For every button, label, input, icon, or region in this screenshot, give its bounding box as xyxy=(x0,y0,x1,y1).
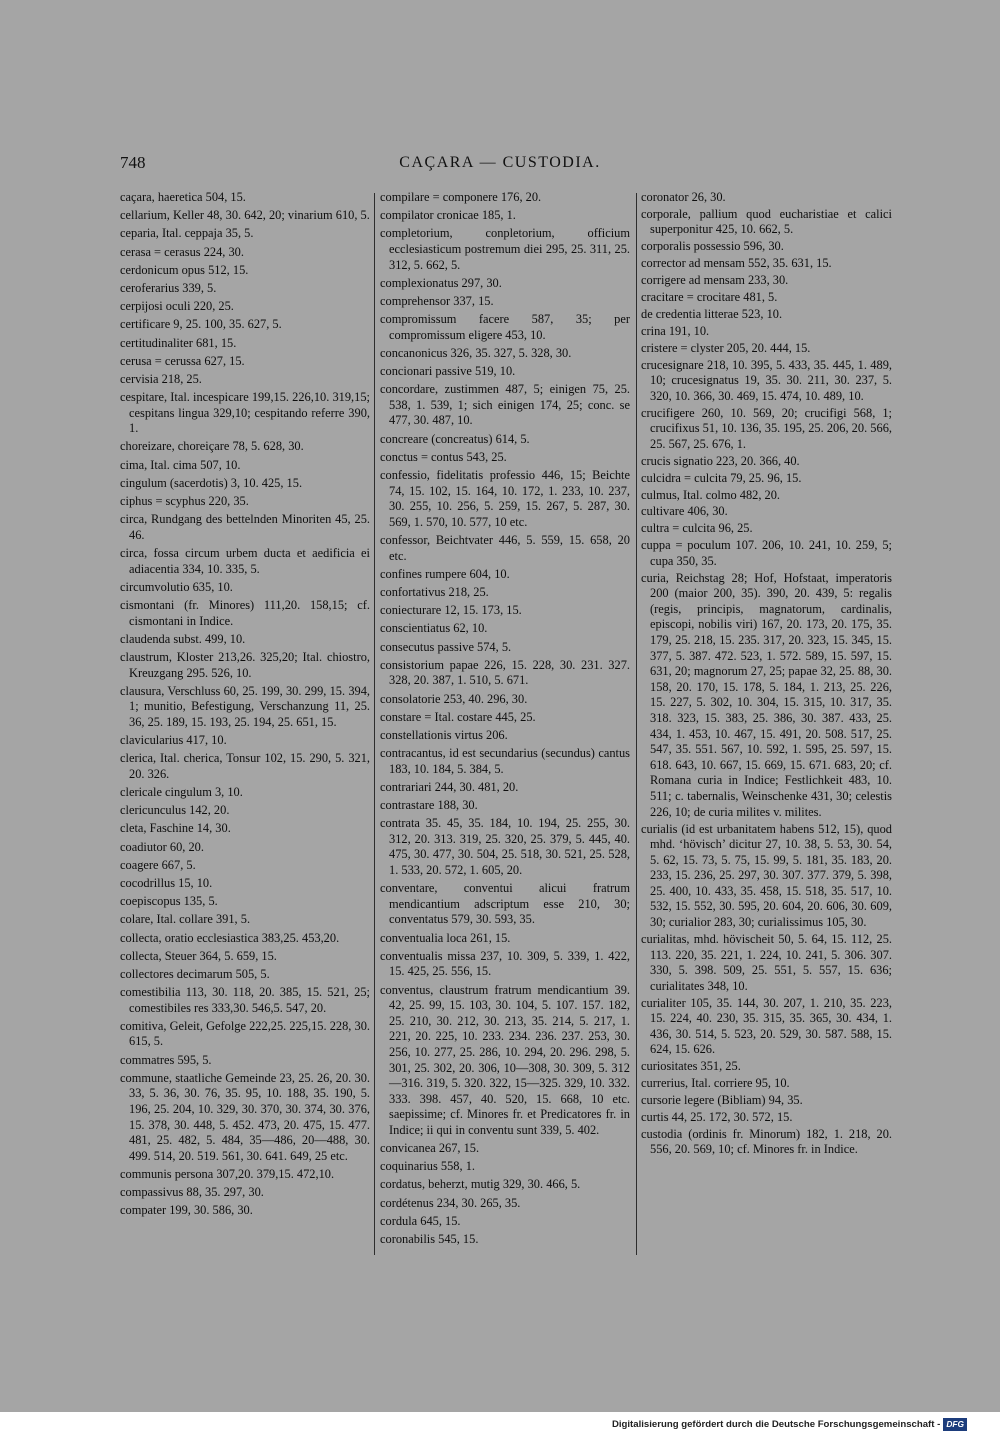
index-entry: confortativus 218, 25. xyxy=(380,584,489,599)
index-entry: collecta, oratio ecclesiastica 383,25. 453,20. xyxy=(120,930,340,945)
index-entry: constare = Ital. costare 445, 25. xyxy=(380,709,536,724)
index-entry: cocodrillus 15, 10. xyxy=(120,875,213,890)
index-entry: curialitas, mhd. hövischeit 50, 5. 64, 15. 112, 25. 113. 220, 35. 221, 1. 224, 10. 241, 5. 306. 307. 330, 5. 398. 509, 25. 551, 5. 557, 15. 636; curialitates 348, 10. xyxy=(641,931,892,993)
index-entry: ciphus = scyphus 220, 35. xyxy=(120,494,249,508)
index-entry: consolatorie 253, 40. 296, 30. xyxy=(380,691,528,706)
index-entry: crina 191, 10. xyxy=(641,323,710,338)
index-entry: consecutus passive 574, 5. xyxy=(380,639,512,654)
index-entry: contrata 35. 45, 35. 184, 10. 194, 25. 255, 30. 312, 20. 313. 319, 25. 320, 25. 379, 5. 445, 40. 475, 30. 477, 30. 504, 25. 518, 30. 521, 25. 528, 1. 533, 20. 572, 1. 605, 20. xyxy=(380,816,630,877)
index-entry: culcidra = culcita 79, 25. 96, 15. xyxy=(641,470,802,485)
index-entry: clericale cingulum 3, 10. xyxy=(120,785,243,800)
index-entry: circa, fossa circum urbem ducta et aedificia ei adiacentia 334, 10. 335, 5. xyxy=(120,545,370,576)
index-entry: cleta, Faschine 14, 30. xyxy=(120,821,231,836)
index-entry: coniecturare 12, 15. 173, 15. xyxy=(380,603,522,618)
index-entry: compilare = componere 176, 20. xyxy=(380,190,542,204)
index-entry: cracitare = crocitare 481, 5. xyxy=(641,290,778,305)
index-entry: concreare (concreatus) 614, 5. xyxy=(380,431,530,446)
index-entry: clavicularius 417, 10. xyxy=(120,733,227,748)
index-entry: choreizare, choreiçare 78, 5. 628, 30. xyxy=(120,439,304,454)
dfg-logo: DFG xyxy=(943,1418,967,1431)
index-entry: cerasa = cerasus 224, 30. xyxy=(120,244,244,259)
index-entry: curtis 44, 25. 172, 30. 572, 15. xyxy=(641,1109,793,1124)
index-entry: circumvolutio 635, 10. xyxy=(120,579,233,594)
index-entry: curia, Reichstag 28; Hof, Hofstaat, imperatoris 200 (maior 200, 35). 390, 20. 439, 5: regalis (regis, principis, magnatorum, cardinalis, episcopi, nobilis viri) 167, 20. 173, 20. 175, 35. 179, 25. 218, 15. 235. 317, 20. 323, 15. 345, 15. 377, 5. 387. 472. 523, 1. 572. 589, 15. 597, 15. 631, 20; magnorum 27, 25; papae 32, 25. 88, 30. 158, 20. 170, 15. 178, 5. 184, 1. 213, 25. 226, 15. 227, 5. 302, 10. 304, 15. 315, 10. 317, 35. 318. 323, 15. 383, 25. 386, 30. 387. 433, 25. 434, 1. 453, 10. 467, 15. 491, 20. 508. 517, 25. 547, 35. 551. 567, 10. 592, 1. 595, 25. 597, 15. 618. 643, 10. 667, 15. 669, 15. 671. 683, 20; cf. Romana curia in Indice; Festlichkeit 483, 10. 511; c. tabernalis, Weinschenke 431, 30; celestis 226, 10; de curia milites v. milites. xyxy=(641,570,892,819)
index-entry: culmus, Ital. colmo 482, 20. xyxy=(641,487,781,502)
funding-footer xyxy=(612,1418,967,1431)
running-title: CAÇARA — CUSTODIA. xyxy=(399,154,601,171)
index-entry: cismontani (fr. Minores) 111,20. 158,15; cf. cismontani in Indice. xyxy=(120,597,370,628)
index-entry: cerpijosi oculi 220, 25. xyxy=(120,299,234,314)
index-entry: contracantus, id est secundarius (secundus) cantus 183, 10. 184, 5. 384, 5. xyxy=(380,746,630,776)
index-entry: comitiva, Geleit, Gefolge 222,25. 225,15. 228, 30. 615, 5. xyxy=(120,1018,370,1049)
index-entry: cespitare, Ital. incespicare 199,15. 226,10. 319,15; cespitans lingua 329,10; cespitando referre 390, 1. xyxy=(120,390,370,436)
index-entry: commatres 595, 5. xyxy=(120,1052,212,1067)
index-entry: compilator cronicae 185, 1. xyxy=(380,208,516,223)
index-entry: cristere = clyster 205, 20. 444, 15. xyxy=(641,340,811,355)
index-entry: conscientiatus 62, 10. xyxy=(380,621,488,636)
index-entry: curialiter 105, 35. 144, 30. 207, 1. 210, 35. 223, 15. 224, 40. 230, 35. 315, 35. 365, 30. 434, 1. 436, 30. 514, 5. 523, 20. 529, 30. 587. 588, 15. 624, 15. 626. xyxy=(641,995,892,1057)
index-entry: comprehensor 337, 15. xyxy=(380,293,494,308)
index-entry: consistorium papae 226, 15. 228, 30. 231. 327. 328, 20. 387, 1. 510, 5. 671. xyxy=(380,657,630,688)
index-entry: collectores decimarum 505, 5. xyxy=(120,966,270,981)
index-entry: certitudinaliter 681, 15. xyxy=(120,335,237,350)
index-entry: coquinarius 558, 1. xyxy=(380,1159,475,1174)
index-entry: collecta, Steuer 364, 5. 659, 15. xyxy=(120,948,277,963)
index-entry: crucis signatio 223, 20. 366, 40. xyxy=(641,453,800,468)
index-entry: crucifigere 260, 10. 569, 20; crucifigi 568, 1; crucifixus 51, 10. 136, 35. 195, 25. 206, 20. 566, 25. 567, 25. 676, 1. xyxy=(641,405,892,451)
index-entry: concionari passive 519, 10. xyxy=(380,364,516,379)
page-number: 748 xyxy=(120,153,146,172)
index-entry: currerius, Ital. corriere 95, 10. xyxy=(641,1076,790,1091)
index-entry: conventualis missa 237, 10. 309, 5. 339, 1. 422, 15. 425, 25. 556, 15. xyxy=(380,948,630,979)
index-entry: circa, Rundgang des bettelnden Minoriten 45, 25. 46. xyxy=(120,512,370,542)
column-divider xyxy=(374,193,375,1255)
index-entry: cordula 645, 15. xyxy=(380,1213,461,1228)
index-column-3 xyxy=(641,190,892,1159)
index-entry: cultivare 406, 30. xyxy=(641,504,728,519)
index-entry: coadiutor 60, 20. xyxy=(120,839,204,854)
index-entry: crucesignare 218, 10. 395, 5. 433, 35. 445, 1. 489, 10; crucesignatus 19, 35. 30. 211, 30. 237, 5. 320, 10. 366, 30. 469, 15. 474, 10. 489, 10. xyxy=(641,357,892,403)
index-entry: concordare, zustimmen 487, 5; einigen 75, 25. 538, 1. 539, 1; sich einigen 174, 25; conc. se 477, 30. 487, 10. xyxy=(380,382,630,428)
index-entry: curiositates 351, 25. xyxy=(641,1059,741,1074)
index-entry: cordétenus 234, 30. 265, 35. xyxy=(380,1195,521,1210)
index-entry: ceroferarius 339, 5. xyxy=(120,280,217,295)
index-entry: corrector ad mensam 552, 35. 631, 15. xyxy=(641,256,832,271)
index-entry: coepiscopus 135, 5. xyxy=(120,894,218,909)
index-entry: cuppa = poculum 107. 206, 10. 241, 10. 259, 5; cupa 350, 35. xyxy=(641,538,892,568)
index-entry: colare, Ital. collare 391, 5. xyxy=(120,912,251,927)
index-entry: conventualia loca 261, 15. xyxy=(380,930,511,945)
index-entry: conctus = contus 543, 25. xyxy=(380,449,507,464)
index-entry: custodia (ordinis fr. Minorum) 182, 1. 218, 20. 556, 20. 569, 10; cf. Minores fr. in Indice. xyxy=(641,1126,892,1157)
index-entry: clericunculus 142, 20. xyxy=(120,803,230,818)
index-entry: corporale, pallium quod eucharistiae et calici superponitur 425, 10. 662, 5. xyxy=(641,206,892,237)
index-entry: clausura, Verschluss 60, 25. 199, 30. 299, 15. 394, 1; munitio, Befestigung, Verschanzung 11, 25. 36, 25. 189, 15. 193, 25. 194, 25. 651, 15. xyxy=(120,683,370,729)
index-entry: constellationis virtus 206. xyxy=(380,727,508,742)
index-entry: curialis (id est urbanitatem habens 512, 15), quod mhd. ‘hövisch’ dicitur 27, 10. 38, 5. 53, 30. 54, 5. 62, 15. 73, 5. 75, 15. 99, 5. 181, 35. 183, 20. 233, 15. 236, 25. 297, 30. 307. 377. 379, 5. 398, 25. 400, 10. 433, 35. 458, 15. 518, 35. 517, 10. 532, 15. 552, 30. 595, 20. 604, 20. 606, 30. 609, 30; curialior 283, 30; curialissimus 105, 30. xyxy=(641,821,892,930)
index-entry: de credentia litterae 523, 10. xyxy=(641,306,783,321)
index-entry: cordatus, beherzt, mutig 329, 30. 466, 5. xyxy=(380,1177,581,1192)
index-entry: certificare 9, 25. 100, 35. 627, 5. xyxy=(120,317,282,332)
index-entry: corrigere ad mensam 233, 30. xyxy=(641,273,789,288)
index-entry: coronabilis 545, 15. xyxy=(380,1232,479,1246)
index-entry: compassivus 88, 35. 297, 30. xyxy=(120,1185,264,1200)
index-entry: compromissum facere 587, 35; per compromissum eligere 453, 10. xyxy=(380,312,630,342)
index-entry: compater 199, 30. 586, 30. xyxy=(120,1203,253,1218)
index-entry: coronator 26, 30. xyxy=(641,190,726,204)
index-entry: commune, staatliche Gemeinde 23, 25. 26, 20. 30. 33, 5. 36, 30. 76, 35. 95, 10. 188, 35. 190, 5. 196, 25. 204, 10. 329, 30. 370, 30. 374, 30. 376, 15. 378, 30. 448, 5. 452. 473, 20. 475, 15. 477. 481, 25. 482, 5. 484, 35—486, 20—488, 30. 499. 514, 20. 519. 561, 30. 641. 649, 25 etc. xyxy=(120,1070,370,1163)
index-entry: concanonicus 326, 35. 327, 5. 328, 30. xyxy=(380,345,572,360)
index-entry: contrariari 244, 30. 481, 20. xyxy=(380,779,519,794)
index-column-2 xyxy=(380,190,630,1250)
index-entry: cingulum (sacerdotis) 3, 10. 425, 15. xyxy=(120,475,303,490)
index-entry: coagere 667, 5. xyxy=(120,857,196,872)
index-entry: confessio, fidelitatis professio 446, 15; Beichte 74, 15. 102, 15. 164, 10. 172, 1. 233, 10. 237, 30. 255, 10. 256, 5. 259, 15. 267, 5. 287, 30. 569, 1. 570, 10. 577, 10 etc. xyxy=(380,468,630,529)
index-entry: confessor, Beichtvater 446, 5. 559, 15. 658, 20 etc. xyxy=(380,533,630,563)
column-divider xyxy=(636,193,637,1255)
index-column-1 xyxy=(120,190,370,1222)
index-entry: cervisia 218, 25. xyxy=(120,371,202,386)
index-entry: clerica, Ital. cherica, Tonsur 102, 15. 290, 5. 321, 20. 326. xyxy=(120,751,370,781)
index-entry: ceparia, Ital. ceppaja 35, 5. xyxy=(120,226,254,241)
index-entry: cerdonicum opus 512, 15. xyxy=(120,262,249,277)
footer-text: Digitalisierung gefördert durch die Deutsche Forschungsgemeinschaft - xyxy=(611,1419,941,1430)
index-entry: confines rumpere 604, 10. xyxy=(380,566,510,581)
index-entry: complexionatus 297, 30. xyxy=(380,275,502,290)
index-entry: conventare, conventui alicui fratrum mendicantium adscriptum esse 210, 30; conventatus 579, 30. 593, 35. xyxy=(380,881,630,927)
index-entry: claudenda subst. 499, 10. xyxy=(120,631,246,646)
index-entry: claustrum, Kloster 213,26. 325,20; Ital. chiostro, Kreuzgang 295. 526, 10. xyxy=(120,649,370,680)
index-entry: cerusa = cerussa 627, 15. xyxy=(120,353,245,368)
index-entry: communis persona 307,20. 379,15. 472,10. xyxy=(120,1167,335,1181)
index-entry: contrastare 188, 30. xyxy=(380,798,478,813)
index-entry: cima, Ital. cima 507, 10. xyxy=(120,457,241,472)
index-entry: convicanea 267, 15. xyxy=(380,1141,480,1156)
index-entry: cursorie legere (Bibliam) 94, 35. xyxy=(641,1093,803,1108)
index-entry: cultra = culcita 96, 25. xyxy=(641,521,753,536)
index-entry: completorium, conpletorium, officium ecclesiasticum postremum diei 295, 25. 311, 25. 312, 5. 662, 5. xyxy=(380,226,630,272)
index-entry: conventus, claustrum fratrum mendicantium 39. 42, 25. 99, 15. 103, 30. 104, 5. 107. 157. 182, 25. 210, 30. 212, 30. 213, 35. 214, 5. 217, 1. 221, 20. 225, 10. 233. 234. 236. 237. 253, 30. 256, 10. 277, 25. 286, 10. 294, 20. 296. 298, 5. 301, 25. 302, 20. 306, 10—308, 30. 309, 5. 312—316. 319, 5. 320. 322, 15—325. 329, 10. 332. 333. 398. 457, 40. 520, 15. 668, 10 etc. saepissime; cf. Minores fr. et Predicatores fr. in Indice; ii qui in conventu sunt 339, 5. 402. xyxy=(380,982,630,1137)
index-entry: caçara, haeretica 504, 15. xyxy=(120,190,246,204)
index-entry: corporalis possessio 596, 30. xyxy=(641,239,784,254)
index-entry: comestibilia 113, 30. 118, 20. 385, 15. 521, 25; comestibiles res 333,30. 546,5. 547, 20. xyxy=(120,985,370,1015)
index-entry: cellarium, Keller 48, 30. 642, 20; vinarium 610, 5. xyxy=(120,208,370,223)
